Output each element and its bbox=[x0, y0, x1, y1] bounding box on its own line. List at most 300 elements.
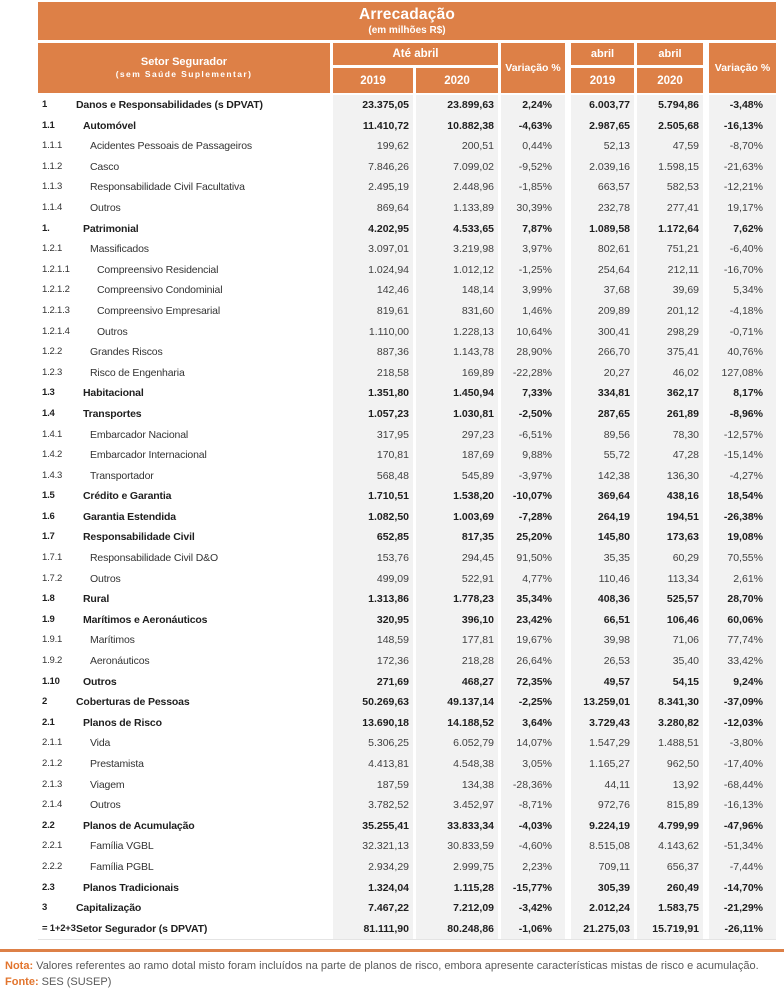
row-header-cell bbox=[38, 630, 330, 651]
cell-ate-abril-2020: 1.450,94 bbox=[416, 383, 498, 404]
row-label: Grandes Riscos bbox=[90, 346, 163, 359]
cell-ate-abril-2019: 148,59 bbox=[333, 630, 413, 651]
table-row bbox=[38, 754, 776, 775]
cell-variacao-ate-abril: -2,25% bbox=[501, 692, 565, 713]
row-number: 3 bbox=[42, 902, 48, 914]
cell-ate-abril-2019: 568,48 bbox=[333, 466, 413, 487]
cell-variacao-abril: -3,80% bbox=[706, 733, 776, 754]
row-number: 1.9.2 bbox=[42, 655, 63, 667]
cell-abril-2020: 298,29 bbox=[637, 322, 703, 343]
row-header-cell bbox=[38, 486, 330, 507]
row-number: 1.6 bbox=[42, 510, 55, 522]
row-number: 1.2.1.3 bbox=[42, 304, 70, 316]
row-label: Patrimonial bbox=[83, 222, 139, 235]
cell-abril-2019: 37,68 bbox=[568, 280, 634, 301]
cell-abril-2020: 962,50 bbox=[637, 754, 703, 775]
cell-ate-abril-2020: 7.212,09 bbox=[416, 898, 498, 919]
cell-abril-2019: 1.547,29 bbox=[568, 733, 634, 754]
cell-ate-abril-2020: 817,35 bbox=[416, 527, 498, 548]
row-header-cell bbox=[38, 795, 330, 816]
cell-ate-abril-2019: 887,36 bbox=[333, 342, 413, 363]
table-row bbox=[38, 95, 776, 116]
row-number: 1.1 bbox=[42, 119, 55, 131]
cell-ate-abril-2019: 499,09 bbox=[333, 569, 413, 590]
cell-variacao-abril: -16,13% bbox=[706, 116, 776, 137]
cell-abril-2019: 1.089,58 bbox=[568, 219, 634, 240]
row-header-cell bbox=[38, 260, 330, 281]
row-header-cell bbox=[38, 342, 330, 363]
cell-variacao-abril: -14,70% bbox=[706, 878, 776, 899]
cell-ate-abril-2020: 1.003,69 bbox=[416, 507, 498, 528]
cell-ate-abril-2020: 148,14 bbox=[416, 280, 498, 301]
cell-variacao-abril: 19,17% bbox=[706, 198, 776, 219]
cell-variacao-ate-abril: 19,67% bbox=[501, 630, 565, 651]
row-number: = 1+2+3 bbox=[42, 922, 76, 934]
cell-ate-abril-2020: 522,91 bbox=[416, 569, 498, 590]
cell-variacao-abril: -8,96% bbox=[706, 404, 776, 425]
row-label: Família VGBL bbox=[90, 840, 154, 853]
row-label: Acidentes Pessoais de Passageiros bbox=[90, 140, 252, 153]
row-label: Compreensivo Empresarial bbox=[97, 304, 221, 317]
cell-abril-2020: 54,15 bbox=[637, 672, 703, 693]
cell-variacao-abril: 18,54% bbox=[706, 486, 776, 507]
cell-variacao-abril: -47,96% bbox=[706, 816, 776, 837]
row-label: Outros bbox=[83, 675, 117, 688]
table-row bbox=[38, 610, 776, 631]
cell-abril-2019: 8.515,08 bbox=[568, 836, 634, 857]
row-number: 1.7.1 bbox=[42, 552, 63, 564]
table-row bbox=[38, 692, 776, 713]
row-label: Massificados bbox=[90, 243, 149, 256]
row-number: 1.2.1.4 bbox=[42, 325, 70, 337]
cell-abril-2019: 408,36 bbox=[568, 589, 634, 610]
cell-ate-abril-2020: 468,27 bbox=[416, 672, 498, 693]
row-number: 1.2.2 bbox=[42, 346, 63, 358]
row-header-cell bbox=[38, 322, 330, 343]
cell-variacao-abril: 77,74% bbox=[706, 630, 776, 651]
row-label: Embarcador Nacional bbox=[90, 428, 189, 441]
cell-ate-abril-2020: 7.099,02 bbox=[416, 157, 498, 178]
row-header-cell bbox=[38, 280, 330, 301]
cell-abril-2019: 142,38 bbox=[568, 466, 634, 487]
row-header-cell bbox=[38, 136, 330, 157]
cell-ate-abril-2020: 134,38 bbox=[416, 775, 498, 796]
row-number: 1.10 bbox=[42, 675, 60, 687]
cell-variacao-abril: -12,21% bbox=[706, 177, 776, 198]
cell-ate-abril-2020: 187,69 bbox=[416, 445, 498, 466]
cell-variacao-ate-abril: 1,46% bbox=[501, 301, 565, 322]
row-label: Outros bbox=[90, 799, 121, 812]
row-label: Planos de Risco bbox=[83, 716, 162, 729]
row-number: 1.5 bbox=[42, 490, 55, 502]
cell-ate-abril-2019: 320,95 bbox=[333, 610, 413, 631]
table-row bbox=[38, 280, 776, 301]
row-number: 1.1.2 bbox=[42, 160, 63, 172]
cell-ate-abril-2020: 545,89 bbox=[416, 466, 498, 487]
table-row bbox=[38, 136, 776, 157]
cell-ate-abril-2019: 1.324,04 bbox=[333, 878, 413, 899]
row-label: Embarcador Internacional bbox=[90, 449, 207, 462]
cell-variacao-ate-abril: -22,28% bbox=[501, 363, 565, 384]
header-abril-2: abril bbox=[637, 43, 703, 65]
table-column-header bbox=[38, 43, 776, 93]
cell-variacao-abril: 2,61% bbox=[706, 569, 776, 590]
cell-abril-2020: 201,12 bbox=[637, 301, 703, 322]
row-label: Planos Tradicionais bbox=[83, 881, 179, 894]
cell-variacao-abril: 28,70% bbox=[706, 589, 776, 610]
cell-abril-2020: 136,30 bbox=[637, 466, 703, 487]
table-row bbox=[38, 527, 776, 548]
row-label: Habitacional bbox=[83, 387, 144, 400]
row-number: 2.3 bbox=[42, 881, 55, 893]
table-row bbox=[38, 466, 776, 487]
cell-abril-2019: 369,64 bbox=[568, 486, 634, 507]
table-row bbox=[38, 589, 776, 610]
cell-abril-2020: 1.488,51 bbox=[637, 733, 703, 754]
cell-abril-2019: 264,19 bbox=[568, 507, 634, 528]
row-number: 1.1.1 bbox=[42, 140, 63, 152]
cell-variacao-abril: -26,38% bbox=[706, 507, 776, 528]
row-header-cell bbox=[38, 775, 330, 796]
row-number: 1.4.2 bbox=[42, 449, 63, 461]
cell-abril-2020: 751,21 bbox=[637, 239, 703, 260]
row-number: 1.9.1 bbox=[42, 634, 63, 646]
row-header-cell bbox=[38, 95, 330, 116]
row-header-cell bbox=[38, 425, 330, 446]
cell-variacao-ate-abril: 0,44% bbox=[501, 136, 565, 157]
cell-ate-abril-2020: 2.999,75 bbox=[416, 857, 498, 878]
cell-variacao-abril: -6,40% bbox=[706, 239, 776, 260]
cell-ate-abril-2019: 271,69 bbox=[333, 672, 413, 693]
row-header-cell bbox=[38, 219, 330, 240]
cell-abril-2020: 582,53 bbox=[637, 177, 703, 198]
cell-abril-2020: 4.143,62 bbox=[637, 836, 703, 857]
cell-ate-abril-2020: 4.533,65 bbox=[416, 219, 498, 240]
cell-abril-2019: 709,11 bbox=[568, 857, 634, 878]
cell-variacao-ate-abril: 10,64% bbox=[501, 322, 565, 343]
cell-abril-2020: 3.280,82 bbox=[637, 713, 703, 734]
row-label: Outros bbox=[97, 325, 128, 338]
row-label: Outros bbox=[90, 201, 121, 214]
cell-abril-2020: 194,51 bbox=[637, 507, 703, 528]
cell-ate-abril-2019: 35.255,41 bbox=[333, 816, 413, 837]
header-ate-2020: 2020 bbox=[416, 68, 498, 93]
cell-variacao-ate-abril: 3,99% bbox=[501, 280, 565, 301]
cell-abril-2019: 26,53 bbox=[568, 651, 634, 672]
row-label: Casco bbox=[90, 160, 120, 173]
cell-ate-abril-2019: 1.024,94 bbox=[333, 260, 413, 281]
cell-variacao-abril: 8,17% bbox=[706, 383, 776, 404]
table-row bbox=[38, 733, 776, 754]
cell-abril-2019: 2.987,65 bbox=[568, 116, 634, 137]
cell-abril-2020: 375,41 bbox=[637, 342, 703, 363]
cell-ate-abril-2019: 32.321,13 bbox=[333, 836, 413, 857]
cell-ate-abril-2019: 172,36 bbox=[333, 651, 413, 672]
cell-ate-abril-2020: 23.899,63 bbox=[416, 95, 498, 116]
cell-variacao-abril: -21,29% bbox=[706, 898, 776, 919]
row-label: Aeronáuticos bbox=[90, 655, 150, 668]
cell-abril-2019: 1.165,27 bbox=[568, 754, 634, 775]
table-title: Arrecadação bbox=[358, 6, 456, 23]
cell-abril-2020: 78,30 bbox=[637, 425, 703, 446]
cell-ate-abril-2020: 2.448,96 bbox=[416, 177, 498, 198]
row-number: 1.2.1 bbox=[42, 243, 63, 255]
row-number: 2.1.2 bbox=[42, 758, 63, 769]
row-number: 1.2.1.1 bbox=[42, 263, 70, 275]
row-label: Responsabilidade Civil Facultativa bbox=[90, 181, 245, 194]
row-number: 1.8 bbox=[42, 593, 55, 605]
nota-line bbox=[5, 958, 779, 975]
table-row bbox=[38, 569, 776, 590]
table-row bbox=[38, 816, 776, 837]
cell-variacao-ate-abril: -10,07% bbox=[501, 486, 565, 507]
cell-variacao-abril: -8,70% bbox=[706, 136, 776, 157]
cell-ate-abril-2019: 199,62 bbox=[333, 136, 413, 157]
row-number: 1.3 bbox=[42, 387, 55, 399]
header-ate-2019: 2019 bbox=[333, 68, 413, 93]
cell-ate-abril-2019: 11.410,72 bbox=[333, 116, 413, 137]
row-number: 1.1.4 bbox=[42, 201, 63, 213]
row-number: 1.7.2 bbox=[42, 572, 63, 584]
header-abril-1: abril bbox=[568, 43, 634, 65]
row-label: Capitalização bbox=[76, 902, 142, 915]
cell-ate-abril-2019: 187,59 bbox=[333, 775, 413, 796]
cell-variacao-ate-abril: -4,03% bbox=[501, 816, 565, 837]
cell-ate-abril-2019: 1.110,00 bbox=[333, 322, 413, 343]
cell-variacao-abril: -12,03% bbox=[706, 713, 776, 734]
cell-ate-abril-2019: 2.495,19 bbox=[333, 177, 413, 198]
row-number: 1. bbox=[42, 222, 50, 234]
cell-variacao-ate-abril: -15,77% bbox=[501, 878, 565, 899]
cell-ate-abril-2019: 81.111,90 bbox=[333, 919, 413, 940]
cell-ate-abril-2020: 1.228,13 bbox=[416, 322, 498, 343]
cell-ate-abril-2020: 10.882,38 bbox=[416, 116, 498, 137]
cell-abril-2019: 89,56 bbox=[568, 425, 634, 446]
cell-abril-2020: 261,89 bbox=[637, 404, 703, 425]
row-header-cell bbox=[38, 898, 330, 919]
cell-abril-2020: 1.172,64 bbox=[637, 219, 703, 240]
cell-ate-abril-2019: 317,95 bbox=[333, 425, 413, 446]
cell-ate-abril-2019: 1.057,23 bbox=[333, 404, 413, 425]
row-number: 1 bbox=[42, 99, 48, 110]
row-label: Garantia Estendida bbox=[83, 510, 176, 523]
row-number: 2 bbox=[42, 696, 48, 708]
row-number: 2.2 bbox=[42, 819, 55, 831]
cell-variacao-ate-abril: -1,85% bbox=[501, 177, 565, 198]
row-label: Coberturas de Pessoas bbox=[76, 696, 190, 709]
header-setor-line1: Setor Segurador bbox=[140, 56, 228, 68]
header-setor-segurador bbox=[38, 43, 330, 93]
table-row bbox=[38, 301, 776, 322]
row-header-cell bbox=[38, 548, 330, 569]
cell-variacao-abril: 5,34% bbox=[706, 280, 776, 301]
cell-ate-abril-2019: 7.467,22 bbox=[333, 898, 413, 919]
cell-ate-abril-2019: 869,64 bbox=[333, 198, 413, 219]
row-header-cell bbox=[38, 507, 330, 528]
cell-abril-2020: 438,16 bbox=[637, 486, 703, 507]
table-row bbox=[38, 363, 776, 384]
row-number: 1.2.1.2 bbox=[42, 284, 70, 296]
cell-abril-2019: 52,13 bbox=[568, 136, 634, 157]
cell-variacao-ate-abril: 23,42% bbox=[501, 610, 565, 631]
cell-variacao-ate-abril: -1,06% bbox=[501, 919, 565, 940]
cell-abril-2019: 6.003,77 bbox=[568, 95, 634, 116]
cell-ate-abril-2019: 170,81 bbox=[333, 445, 413, 466]
cell-abril-2020: 60,29 bbox=[637, 548, 703, 569]
table-row bbox=[38, 651, 776, 672]
nota-label: Nota: bbox=[5, 959, 34, 972]
cell-abril-2019: 39,98 bbox=[568, 630, 634, 651]
cell-abril-2019: 287,65 bbox=[568, 404, 634, 425]
cell-abril-2020: 47,28 bbox=[637, 445, 703, 466]
cell-variacao-abril: 7,62% bbox=[706, 219, 776, 240]
cell-variacao-abril: -4,27% bbox=[706, 466, 776, 487]
cell-variacao-ate-abril: 2,23% bbox=[501, 857, 565, 878]
row-header-cell bbox=[38, 445, 330, 466]
nota-text: Valores referentes ao ramo dotal misto foram incluídos na parte de planos de risco, embora apresente características mistas de risco e acumulação. bbox=[36, 959, 759, 972]
header-abril-2019: 2019 bbox=[568, 68, 634, 93]
fonte-label: Fonte: bbox=[5, 976, 39, 989]
cell-abril-2020: 13,92 bbox=[637, 775, 703, 796]
cell-abril-2020: 173,63 bbox=[637, 527, 703, 548]
table-row bbox=[38, 342, 776, 363]
row-header-cell bbox=[38, 754, 330, 775]
cell-variacao-abril: -4,18% bbox=[706, 301, 776, 322]
row-number: 1.4 bbox=[42, 407, 55, 419]
cell-ate-abril-2019: 1.351,80 bbox=[333, 383, 413, 404]
cell-ate-abril-2020: 6.052,79 bbox=[416, 733, 498, 754]
cell-abril-2020: 2.505,68 bbox=[637, 116, 703, 137]
row-label: Transportador bbox=[90, 469, 154, 482]
cell-abril-2019: 334,81 bbox=[568, 383, 634, 404]
cell-variacao-ate-abril: -6,51% bbox=[501, 425, 565, 446]
table-row bbox=[38, 548, 776, 569]
cell-abril-2020: 39,69 bbox=[637, 280, 703, 301]
table-row bbox=[38, 177, 776, 198]
row-header-cell bbox=[38, 177, 330, 198]
cell-ate-abril-2019: 819,61 bbox=[333, 301, 413, 322]
row-header-cell bbox=[38, 610, 330, 631]
table-row bbox=[38, 425, 776, 446]
cell-ate-abril-2020: 80.248,86 bbox=[416, 919, 498, 940]
arrecadacao-table bbox=[38, 2, 776, 940]
row-label: Família PGBL bbox=[90, 860, 154, 873]
row-header-cell bbox=[38, 857, 330, 878]
cell-abril-2019: 110,46 bbox=[568, 569, 634, 590]
cell-ate-abril-2020: 177,81 bbox=[416, 630, 498, 651]
cell-abril-2020: 113,34 bbox=[637, 569, 703, 590]
cell-variacao-abril: 60,06% bbox=[706, 610, 776, 631]
cell-ate-abril-2020: 30.833,59 bbox=[416, 836, 498, 857]
row-label: Risco de Engenharia bbox=[90, 366, 185, 379]
cell-variacao-ate-abril: 3,05% bbox=[501, 754, 565, 775]
table-row bbox=[38, 878, 776, 899]
row-number: 2.1 bbox=[42, 716, 55, 728]
cell-abril-2019: 972,76 bbox=[568, 795, 634, 816]
row-label: Marítimos bbox=[90, 634, 135, 647]
cell-ate-abril-2019: 142,46 bbox=[333, 280, 413, 301]
cell-ate-abril-2020: 3.452,97 bbox=[416, 795, 498, 816]
table-row bbox=[38, 239, 776, 260]
row-number: 1.2.3 bbox=[42, 366, 63, 378]
row-header-cell bbox=[38, 116, 330, 137]
row-number: 1.1.3 bbox=[42, 181, 63, 193]
cell-abril-2019: 2.039,16 bbox=[568, 157, 634, 178]
cell-variacao-abril: -17,40% bbox=[706, 754, 776, 775]
cell-ate-abril-2020: 14.188,52 bbox=[416, 713, 498, 734]
cell-ate-abril-2019: 50.269,63 bbox=[333, 692, 413, 713]
cell-variacao-abril: 40,76% bbox=[706, 342, 776, 363]
cell-variacao-ate-abril: -2,50% bbox=[501, 404, 565, 425]
cell-abril-2020: 15.719,91 bbox=[637, 919, 703, 940]
row-header-cell bbox=[38, 816, 330, 837]
cell-abril-2020: 4.799,99 bbox=[637, 816, 703, 837]
table-row bbox=[38, 322, 776, 343]
header-setor-line2: (sem Saúde Suplementar) bbox=[115, 69, 253, 79]
row-header-cell bbox=[38, 569, 330, 590]
header-ate-abril: Até abril bbox=[333, 43, 498, 65]
cell-variacao-ate-abril: 7,87% bbox=[501, 219, 565, 240]
cell-abril-2019: 209,89 bbox=[568, 301, 634, 322]
cell-ate-abril-2019: 4.413,81 bbox=[333, 754, 413, 775]
header-variacao-ate: Variação % bbox=[501, 43, 565, 93]
row-label: Responsabilidade Civil bbox=[83, 531, 195, 544]
table-row bbox=[38, 116, 776, 137]
cell-abril-2020: 5.794,86 bbox=[637, 95, 703, 116]
cell-variacao-abril: -16,70% bbox=[706, 260, 776, 281]
cell-ate-abril-2019: 652,85 bbox=[333, 527, 413, 548]
cell-variacao-ate-abril: 7,33% bbox=[501, 383, 565, 404]
cell-variacao-ate-abril: -8,71% bbox=[501, 795, 565, 816]
table-row bbox=[38, 795, 776, 816]
cell-ate-abril-2019: 1.082,50 bbox=[333, 507, 413, 528]
cell-abril-2020: 212,11 bbox=[637, 260, 703, 281]
cell-abril-2019: 300,41 bbox=[568, 322, 634, 343]
cell-abril-2019: 305,39 bbox=[568, 878, 634, 899]
cell-variacao-ate-abril: -9,52% bbox=[501, 157, 565, 178]
cell-abril-2019: 145,80 bbox=[568, 527, 634, 548]
row-label: Outros bbox=[90, 572, 121, 585]
cell-variacao-ate-abril: -28,36% bbox=[501, 775, 565, 796]
cell-variacao-ate-abril: -1,25% bbox=[501, 260, 565, 281]
row-header-cell bbox=[38, 836, 330, 857]
cell-ate-abril-2020: 200,51 bbox=[416, 136, 498, 157]
cell-variacao-ate-abril: 91,50% bbox=[501, 548, 565, 569]
table-row bbox=[38, 219, 776, 240]
cell-abril-2020: 47,59 bbox=[637, 136, 703, 157]
cell-variacao-abril: 33,42% bbox=[706, 651, 776, 672]
row-label: Automóvel bbox=[83, 119, 136, 132]
cell-abril-2019: 9.224,19 bbox=[568, 816, 634, 837]
cell-ate-abril-2019: 4.202,95 bbox=[333, 219, 413, 240]
row-number: 2.2.2 bbox=[42, 860, 63, 872]
table-row bbox=[38, 404, 776, 425]
row-number: 1.9 bbox=[42, 613, 55, 625]
cell-abril-2019: 20,27 bbox=[568, 363, 634, 384]
cell-variacao-abril: -12,57% bbox=[706, 425, 776, 446]
cell-variacao-ate-abril: 9,88% bbox=[501, 445, 565, 466]
cell-abril-2019: 66,51 bbox=[568, 610, 634, 631]
cell-ate-abril-2019: 3.782,52 bbox=[333, 795, 413, 816]
cell-abril-2019: 3.729,43 bbox=[568, 713, 634, 734]
header-variacao-abril: Variação % bbox=[706, 43, 776, 93]
cell-abril-2020: 1.598,15 bbox=[637, 157, 703, 178]
row-header-cell bbox=[38, 733, 330, 754]
row-header-cell bbox=[38, 527, 330, 548]
cell-variacao-abril: -37,09% bbox=[706, 692, 776, 713]
cell-variacao-abril: 127,08% bbox=[706, 363, 776, 384]
cell-ate-abril-2019: 1.710,51 bbox=[333, 486, 413, 507]
